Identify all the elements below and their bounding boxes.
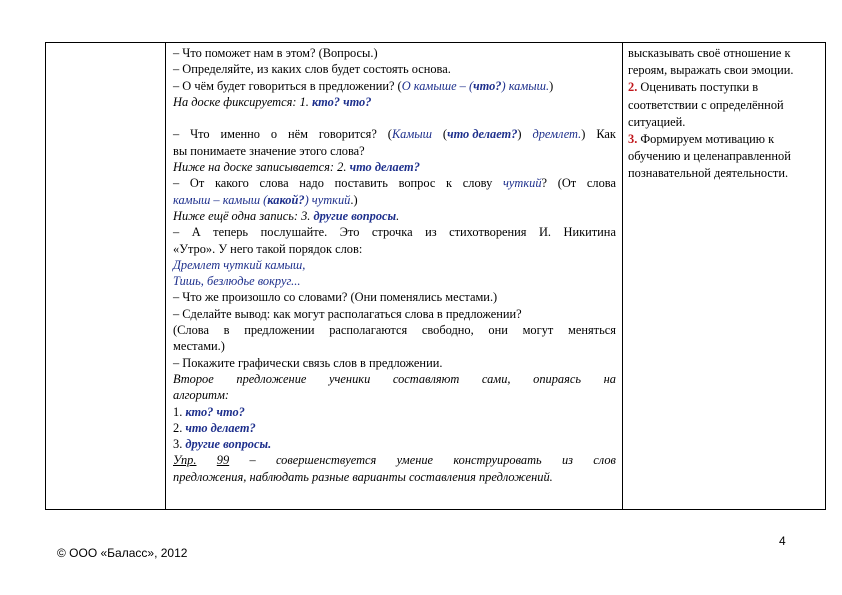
algorithm-step: 3. другие вопросы.	[173, 437, 272, 452]
item-number: 3.	[628, 132, 638, 147]
text-line: 2. Оценивать поступки в	[628, 80, 759, 95]
table-column-empty	[46, 43, 166, 509]
text-line: – Что поможет нам в этом? (Вопросы.)	[173, 46, 378, 60]
text-line: высказывать своё отношение к	[628, 46, 791, 60]
text-line: – Сделайте вывод: как могут располагаться слова в предложении?	[173, 306, 522, 321]
text-line: вы понимаете значение этого слова?	[173, 143, 365, 158]
text-line: камыш – камыш (какой?) чуткий.)	[173, 192, 358, 207]
poem-line: Тишь, безлюдье вокруг...	[173, 274, 301, 289]
text-line: познавательной деятельности.	[628, 166, 789, 181]
algorithm-step: 1. кто? что?	[173, 404, 245, 419]
text-line: соответствии с определённой	[628, 97, 784, 112]
poem-line: Дремлет чуткий камыш,	[173, 257, 306, 272]
algorithm-step: 2. что делает?	[173, 420, 256, 435]
text-line: ситуацией.	[628, 114, 686, 129]
text-line: – Что именно о нём говорится? (Камыш (что делает?) дремлет.) Как	[173, 127, 616, 142]
text-line: – Определяйте, из каких слов будет состоять основа.	[173, 62, 451, 77]
text-line: – От какого слова надо поставить вопрос к слову чуткий? (От слова	[173, 176, 616, 191]
table-column-lesson-content	[167, 43, 623, 509]
text-line: – О чём будет говориться в предложении? (О камыше – (что?) камыш.)	[173, 78, 554, 93]
board-note: Ниже ещё одна запись: 3. другие вопросы.	[173, 208, 400, 223]
board-note: На доске фиксируется: 1. кто? что?	[173, 94, 372, 109]
text-line: – Что же произошло со словами? (Они поменялись местами.)	[173, 290, 498, 305]
board-note: Ниже на доске записывается: 2. что делает?	[173, 160, 420, 175]
copyright-footer: © ООО «Баласс», 2012	[57, 546, 188, 560]
text-line: «Утро». У него такой порядок слов:	[173, 241, 363, 256]
exercise-line: Упр. 99 – совершенствуется умение конструировать из слов	[173, 453, 616, 468]
text-line: героям, выражать свои эмоции.	[628, 63, 794, 78]
text-line: алгоритм:	[173, 388, 229, 403]
page-number: 4	[779, 534, 786, 548]
text-line: – А теперь послушайте. Это строчка из стихотворения И. Никитина	[173, 225, 616, 240]
text-line: местами.)	[173, 339, 225, 354]
text-line: (Слова в предложении располагаются свободно, они могут меняться	[173, 323, 616, 338]
text-line: Второе предложение ученики составляют сами, опираясь на	[173, 371, 616, 386]
exercise-line: предложения, наблюдать разные варианты составления предложений.	[173, 469, 553, 484]
text-line: – Покажите графически связь слов в предложении.	[173, 355, 443, 370]
lesson-table	[45, 42, 826, 510]
table-column-outcomes	[624, 43, 825, 509]
text-line: 3. Формируем мотивацию к	[628, 132, 775, 147]
text-line: обучению и целенаправленной	[628, 149, 791, 164]
item-number: 2.	[628, 80, 638, 95]
